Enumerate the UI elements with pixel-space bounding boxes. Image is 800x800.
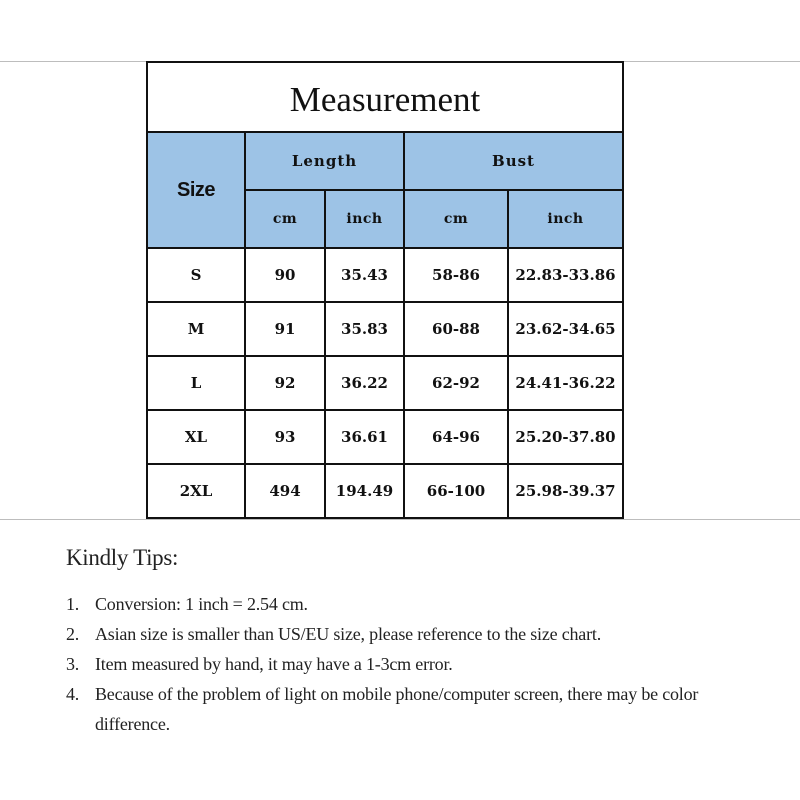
length-group-header: Length: [245, 133, 404, 190]
table-row: [148, 410, 622, 464]
bust-cm-header: cm: [404, 190, 508, 248]
length-inch-header: inch: [325, 190, 404, 248]
tip-text: Asian size is smaller than US/EU size, please reference to the size chart.: [95, 624, 601, 644]
size-cell: 2XL: [148, 464, 245, 517]
bust-cm-cell: 66-100: [404, 464, 508, 517]
size-cell: XL: [148, 410, 245, 464]
length-inch-cell: 35.83: [325, 302, 404, 356]
bust-inch-cell: 22.83-33.86: [508, 248, 622, 302]
length-cm-cell: 90: [245, 248, 325, 302]
tips-list: [66, 589, 766, 739]
header-row-groups: [148, 133, 622, 190]
length-inch-cell: 36.22: [325, 356, 404, 410]
length-cm-cell: 93: [245, 410, 325, 464]
table-row: [148, 248, 622, 302]
tip-number: 1.: [66, 594, 80, 614]
length-cm-cell: 494: [245, 464, 325, 517]
bust-cm-cell: 62-92: [404, 356, 508, 410]
tip-text: Conversion: 1 inch = 2.54 cm.: [95, 594, 308, 614]
table-row: [148, 464, 622, 517]
length-inch-cell: 36.61: [325, 410, 404, 464]
tip-number: 2.: [66, 624, 80, 644]
length-cm-header: cm: [245, 190, 325, 248]
tip-text: Item measured by hand, it may have a 1-3cm error.: [95, 654, 453, 674]
size-cell: M: [148, 302, 245, 356]
list-item: [66, 649, 766, 679]
length-inch-cell: 194.49: [325, 464, 404, 517]
bust-inch-cell: 25.98-39.37: [508, 464, 622, 517]
size-table: [148, 133, 622, 517]
tips-section: [66, 545, 766, 739]
chart-title: Measurement: [148, 63, 622, 133]
bust-cm-cell: 64-96: [404, 410, 508, 464]
length-cm-cell: 92: [245, 356, 325, 410]
list-item: [66, 619, 766, 649]
size-column-header: Size: [148, 133, 245, 248]
table-row: [148, 356, 622, 410]
list-item: [66, 679, 766, 739]
bottom-divider: [0, 519, 800, 520]
bust-inch-header: inch: [508, 190, 622, 248]
size-chart: [146, 61, 624, 519]
bust-inch-cell: 24.41-36.22: [508, 356, 622, 410]
table-row: [148, 302, 622, 356]
size-cell: L: [148, 356, 245, 410]
tip-number: 4.: [66, 684, 80, 704]
bust-inch-cell: 25.20-37.80: [508, 410, 622, 464]
bust-inch-cell: 23.62-34.65: [508, 302, 622, 356]
bust-cm-cell: 60-88: [404, 302, 508, 356]
bust-cm-cell: 58-86: [404, 248, 508, 302]
size-cell: S: [148, 248, 245, 302]
length-inch-cell: 35.43: [325, 248, 404, 302]
length-cm-cell: 91: [245, 302, 325, 356]
tip-text: Because of the problem of light on mobile phone/computer screen, there may be color difference.: [95, 684, 699, 734]
tip-number: 3.: [66, 654, 80, 674]
bust-group-header: Bust: [404, 133, 622, 190]
list-item: [66, 589, 766, 619]
tips-title: Kindly Tips:: [66, 545, 179, 570]
